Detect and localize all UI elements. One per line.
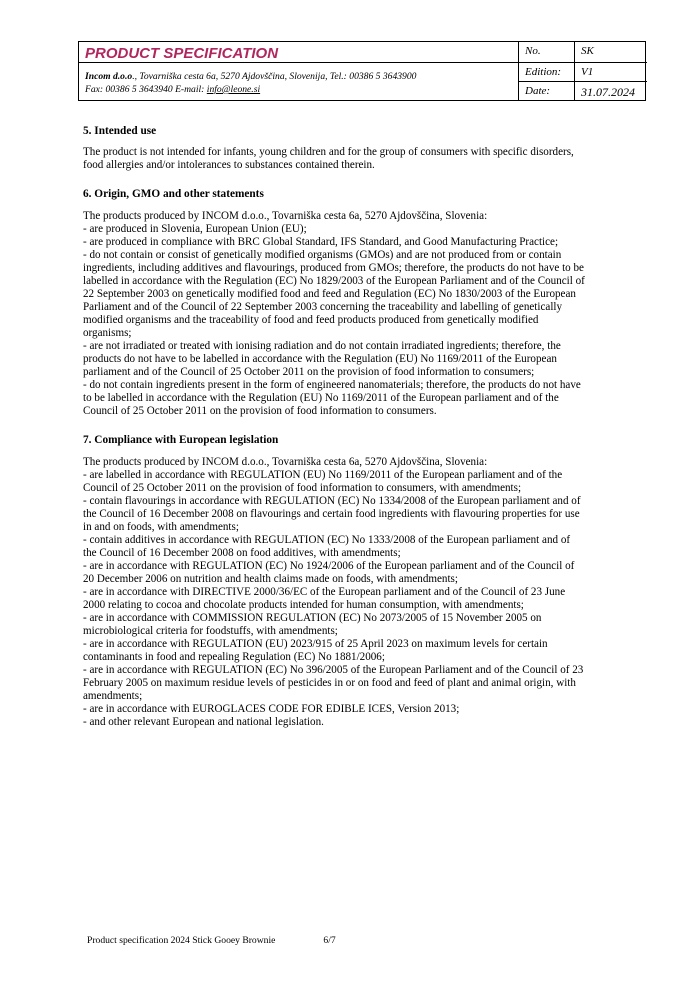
header-divider bbox=[518, 81, 647, 82]
text-line: - do not contain or consist of genetically modified organisms (GMOs) and are not produced from or contain bbox=[83, 249, 562, 261]
text-line: - and other relevant European and national legislation. bbox=[83, 716, 324, 728]
text-line: parliament and of the Council of 25 October 2011 on the provision of food information to consumers; bbox=[83, 366, 535, 378]
section-title: 6. Origin, GMO and other statements bbox=[83, 188, 264, 200]
section-title: 5. Intended use bbox=[83, 125, 157, 137]
text-line: - do not contain ingredients present in the form of engineered nanomaterials; therefore, the products do not have bbox=[83, 379, 581, 391]
section-paragraph bbox=[83, 146, 615, 172]
text-line: The product is not intended for infants, young children and for the group of consumers with specific disorders, bbox=[83, 146, 574, 158]
no-value: SK bbox=[581, 45, 594, 57]
text-line: 20 December 2006 on nutrition and health claims made on foods, with amendments; bbox=[83, 573, 458, 585]
text-line: Parliament and of the Council of 22 September 2003 concerning the traceability and labelling of genetically bbox=[83, 301, 563, 313]
text-line: - are produced in Slovenia, European Union (EU); bbox=[83, 223, 307, 235]
text-line: - are in accordance with EUROGLACES CODE FOR EDIBLE ICES, Version 2013; bbox=[83, 703, 460, 715]
text-line: modified organisms and the traceability of food and feed products produced from genetically modified bbox=[83, 314, 539, 326]
section-title: 7. Compliance with European legislation bbox=[83, 434, 279, 446]
text-line: ingredients, including additives and flavourings, produced from GMOs; therefore, the products do not have to be bbox=[83, 262, 584, 274]
text-line: February 2005 on maximum residue levels of pesticides in or on food and feed of plant and animal origin, with bbox=[83, 677, 576, 689]
text-line: food allergies and/or intolerances to substances contained therein. bbox=[83, 159, 375, 171]
text-line: 22 September 2003 on genetically modified food and feed and Regulation (EC) No 1830/2003 of the European bbox=[83, 288, 576, 300]
page-number: 6/7 bbox=[323, 935, 336, 946]
text-line: - are in accordance with DIRECTIVE 2000/36/EC of the European parliament and of the Council of 23 June bbox=[83, 586, 566, 598]
header-divider bbox=[518, 42, 519, 100]
company-address: ., Tovarniška cesta 6a, 5270 Ajdovščina, Slovenija, Tel.: 00386 5 3643900 bbox=[132, 71, 417, 82]
text-line: - are in accordance with REGULATION (EC) No 1924/2006 of the European parliament and of the Council of bbox=[83, 560, 575, 572]
text-line: Council of 25 October 2011 on the provision of food information to consumers. bbox=[83, 405, 437, 417]
page-footer bbox=[87, 935, 336, 946]
header-divider bbox=[79, 62, 647, 63]
text-line: labelled in accordance with the Regulation (EC) No 1829/2003 of the European Parliament and of the Council of bbox=[83, 275, 585, 287]
text-line: - contain flavourings in accordance with REGULATION (EC) No 1334/2008 of the European parliament and of bbox=[83, 495, 581, 507]
text-line: - are not irradiated or treated with ionising radiation and do not contain irradiated ingredients; therefore, the bbox=[83, 340, 561, 352]
text-line: - are labelled in accordance with REGULATION (EU) No 1169/2011 of the European parliament and of the bbox=[83, 469, 563, 481]
text-line: - are in accordance with REGULATION (EU) 2023/915 of 25 April 2023 on maximum levels for certain bbox=[83, 638, 548, 650]
document-body bbox=[83, 124, 615, 729]
text-line: 2000 relating to cocoa and chocolate products intended for human consumption, with amendments; bbox=[83, 599, 524, 611]
document-header bbox=[78, 41, 646, 101]
text-line: The products produced by INCOM d.o.o., Tovarniška cesta 6a, 5270 Ajdovščina, Slovenia: bbox=[83, 210, 488, 222]
company-fax: Fax: 00386 5 3643940 E-mail: bbox=[85, 84, 207, 95]
text-line: The products produced by INCOM d.o.o., Tovarniška cesta 6a, 5270 Ajdovščina, Slovenia: bbox=[83, 456, 488, 468]
date-value: 31.07.2024 bbox=[581, 85, 635, 99]
text-line: amendments; bbox=[83, 690, 143, 702]
edition-value: V1 bbox=[581, 66, 594, 78]
footer-document-name: Product specification 2024 Stick Gooey Brownie bbox=[87, 935, 276, 946]
section-intended-use bbox=[83, 146, 615, 172]
text-line: to be labelled in accordance with the Regulation (EU) No 1169/2011 of the European parliament and of the bbox=[83, 392, 559, 404]
email-link[interactable]: info@leone.si bbox=[206, 84, 261, 95]
date-label: Date: bbox=[525, 85, 551, 97]
text-line: organisms; bbox=[83, 327, 132, 339]
text-line: - contain additives in accordance with REGULATION (EC) No 1333/2008 of the European parliament and of bbox=[83, 534, 571, 546]
text-line: contaminants in food and repealing Regulation (EC) No 1881/2006; bbox=[83, 651, 385, 663]
section-paragraph bbox=[83, 456, 615, 729]
no-label: No. bbox=[525, 45, 541, 57]
text-line: the Council of 16 December 2008 on food additives, with amendments; bbox=[83, 547, 401, 559]
company-info bbox=[85, 70, 416, 96]
text-line: - are produced in compliance with BRC Global Standard, IFS Standard, and Good Manufacturing Practice; bbox=[83, 236, 559, 248]
text-line: microbiological criteria for foodstuffs, with amendments; bbox=[83, 625, 338, 637]
text-line: - are in accordance with REGULATION (EC) No 396/2005 of the European Parliament and of the Council of 23 bbox=[83, 664, 584, 676]
text-line: in and on foods, with amendments; bbox=[83, 521, 239, 533]
document-title: PRODUCT SPECIFICATION bbox=[85, 45, 279, 62]
text-line: - are in accordance with COMMISSION REGULATION (EC) No 2073/2005 of 15 November 2005 on bbox=[83, 612, 542, 624]
edition-label: Edition: bbox=[525, 66, 562, 78]
header-divider bbox=[574, 42, 575, 100]
text-line: products do not have to be labelled in accordance with the Regulation (EU) No 1169/2011 of the European bbox=[83, 353, 557, 365]
section-paragraph bbox=[83, 210, 615, 418]
text-line: the Council of 16 December 2008 on flavourings and certain food ingredients with flavouring properties for use bbox=[83, 508, 580, 520]
company-name: Incom d.o.o bbox=[85, 71, 133, 82]
text-line: Council of 25 October 2011 on the provision of food information to consumers, with amendments; bbox=[83, 482, 522, 494]
